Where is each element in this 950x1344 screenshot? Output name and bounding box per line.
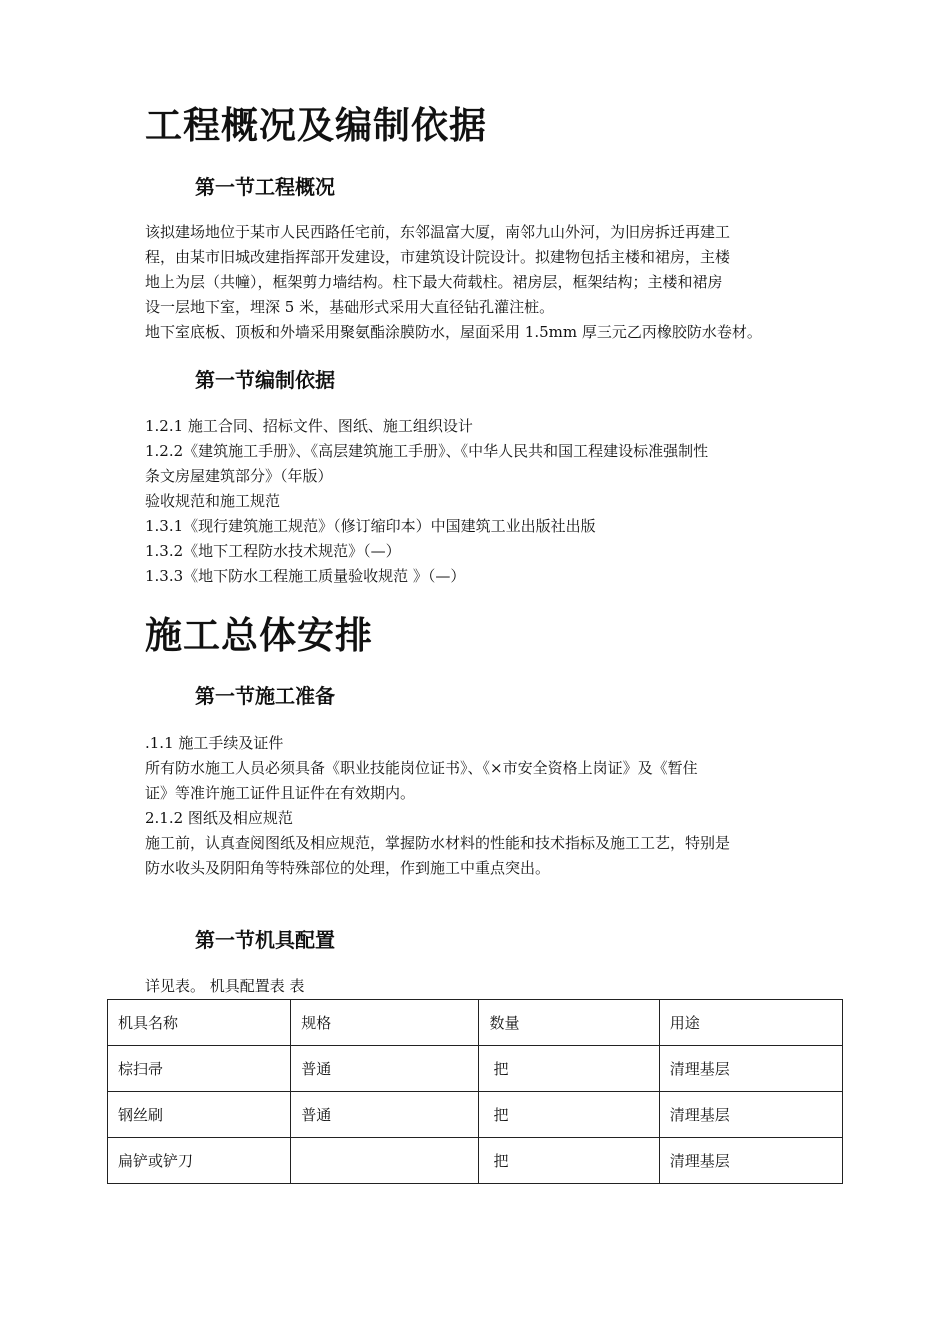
overview-line: 该拟建场地位于某市人民西路任宅前，东邻温富大厦，南邻九山外河，为旧房拆迁再建工	[145, 223, 731, 241]
overview-line: 设一层地下室，埋深 5 米，基础形式采用大直径钻孔灌注桩。	[145, 298, 555, 316]
table-cell: 清理基层	[659, 1046, 842, 1092]
basis-line: 1.3.2《地下工程防水技术规范》（—）	[145, 542, 401, 560]
overview-line: 地下室底板、顶板和外墙采用聚氨酯涂膜防水，屋面采用 1.5mm 厚三元乙丙橡胶防水卷材。	[145, 323, 762, 341]
table-caption: 详见表。 机具配置表 表	[145, 977, 305, 995]
table-cell: 把	[479, 1046, 659, 1092]
basis-line: 1.3.1《现行建筑施工规范》（修订缩印本）中国建筑工业出版社出版	[145, 517, 596, 535]
section-heading-basis: 第一节编制依据	[195, 368, 335, 392]
table-row	[108, 1092, 843, 1138]
column-header: 数量	[479, 1000, 659, 1046]
prep-line: .1.1 施工手续及证件	[145, 734, 284, 752]
column-header: 机具名称	[108, 1000, 291, 1046]
overview-line: 程，由某市旧城改建指挥部开发建设，市建筑设计院设计。拟建物包括主楼和裙房，主楼	[145, 248, 731, 266]
table-row	[108, 1046, 843, 1092]
table-header-row	[108, 1000, 843, 1046]
table-cell: 把	[479, 1138, 659, 1184]
basis-line: 验收规范和施工规范	[145, 492, 281, 510]
section-heading-tools: 第一节机具配置	[195, 928, 335, 952]
tools-table	[107, 999, 843, 1184]
column-header: 用途	[659, 1000, 842, 1046]
table-cell	[291, 1138, 479, 1184]
prep-line: 施工前，认真查阅图纸及相应规范，掌握防水材料的性能和技术指标及施工工艺，特别是	[145, 834, 731, 852]
overview-line: 地上为层（共幢），框架剪力墙结构。柱下最大荷载柱。裙房层，框架结构；主楼和裙房	[145, 273, 723, 291]
chapter-title-overview: 工程概况及编制依据	[145, 104, 487, 147]
prep-line: 防水收头及阴阳角等特殊部位的处理，作到施工中重点突出。	[145, 859, 551, 877]
table-cell: 清理基层	[659, 1092, 842, 1138]
basis-line: 1.2.2《建筑施工手册》、《高层建筑施工手册》、《中华人民共和国工程建设标准强制性	[145, 442, 709, 460]
basis-line: 条文房屋建筑部分》（年版）	[145, 467, 333, 485]
column-header: 规格	[291, 1000, 479, 1046]
table-cell: 棕扫帚	[108, 1046, 291, 1092]
table-cell: 普通	[291, 1046, 479, 1092]
prep-line: 所有防水施工人员必须具备《职业技能岗位证书》、《×市安全资格上岗证》及《暂住	[145, 759, 698, 777]
section-heading-project-overview: 第一节工程概况	[195, 175, 335, 199]
table-cell: 扁铲或铲刀	[108, 1138, 291, 1184]
prep-line: 证》等准许施工证件且证件在有效期内。	[145, 784, 416, 802]
table-cell: 钢丝刷	[108, 1092, 291, 1138]
table-cell: 把	[479, 1092, 659, 1138]
table-row	[108, 1138, 843, 1184]
basis-line: 1.2.1 施工合同、招标文件、图纸、施工组织设计	[145, 417, 473, 435]
basis-line: 1.3.3《地下防水工程施工质量验收规范 》（—）	[145, 567, 466, 585]
table-cell: 普通	[291, 1092, 479, 1138]
section-heading-preparation: 第一节施工准备	[195, 684, 335, 708]
chapter-title-arrangement: 施工总体安排	[145, 614, 373, 657]
table-cell: 清理基层	[659, 1138, 842, 1184]
prep-line: 2.1.2 图纸及相应规范	[145, 809, 293, 827]
